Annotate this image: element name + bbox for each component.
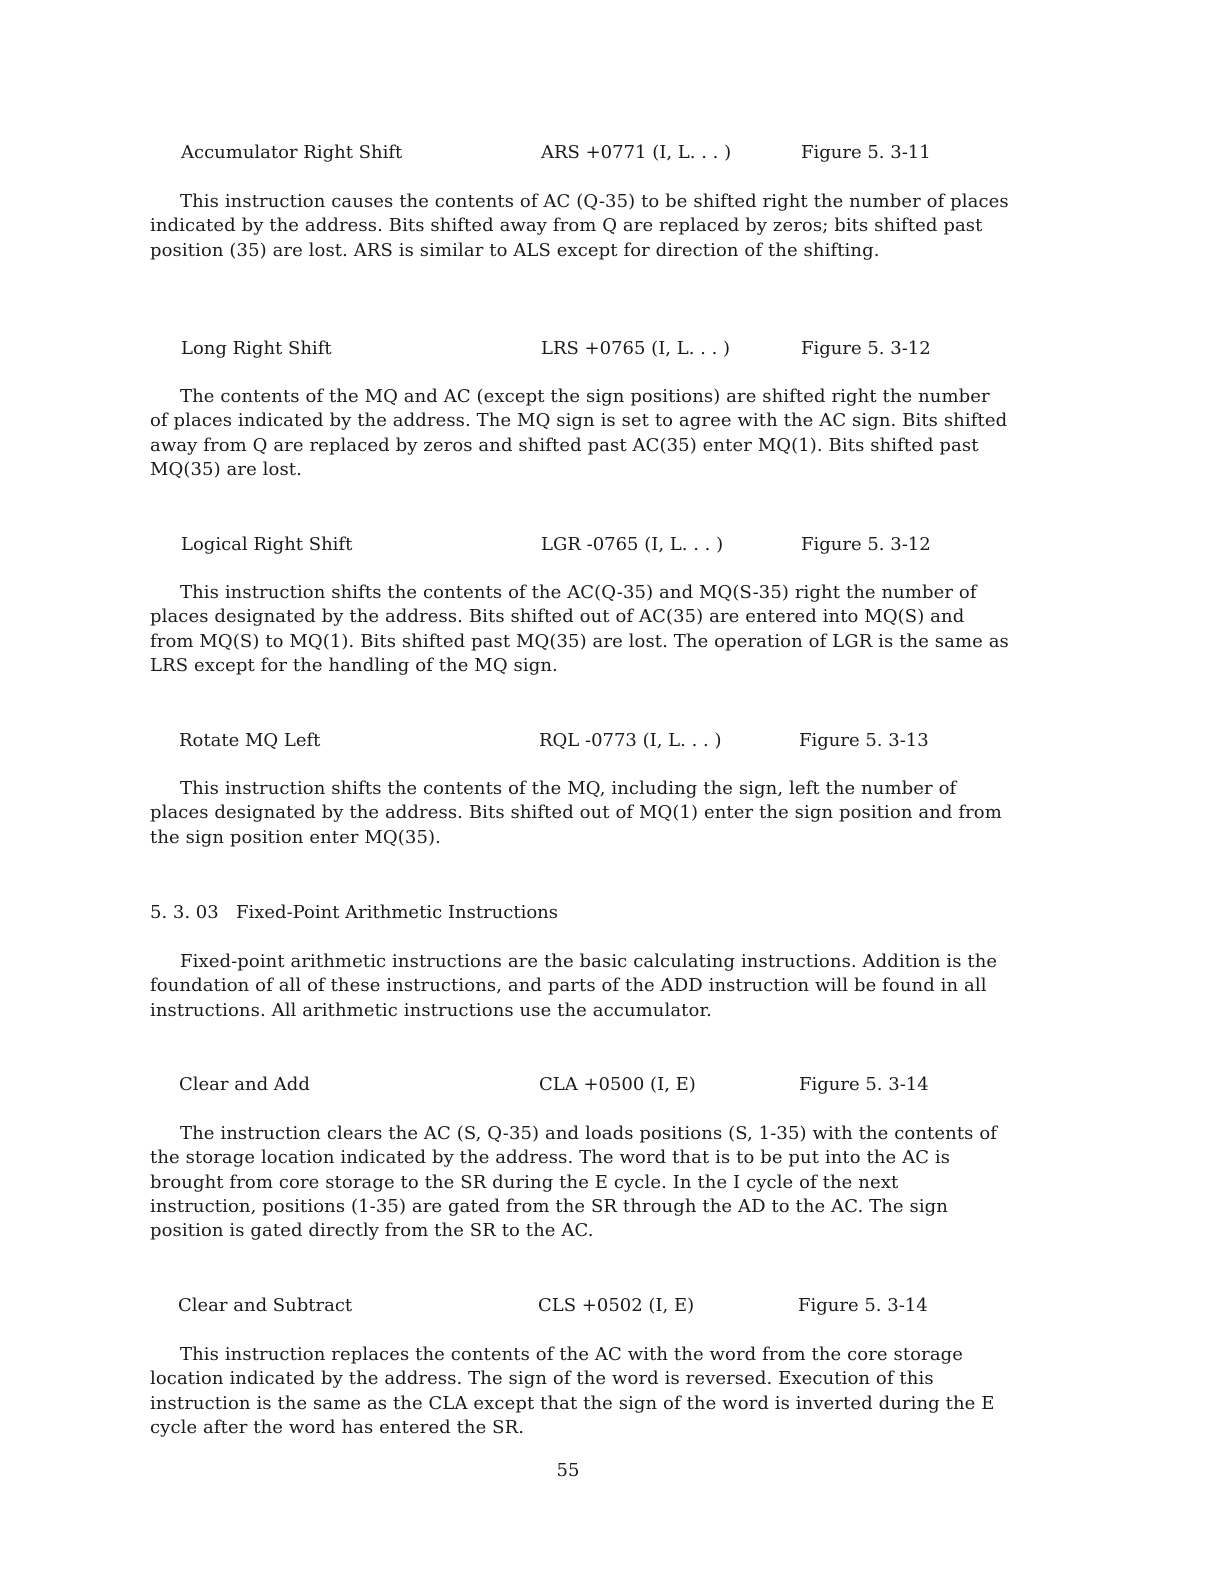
instruction-name: Clear and Add (179, 1074, 310, 1095)
instruction-code: CLS +0502 (I, E) (538, 1295, 695, 1316)
instruction-name: Long Right Shift (181, 338, 332, 359)
instruction-description: This instruction replaces the contents of the AC with the word from the core storage location indicated by the address. The sign of the word is reversed. Execution of this instruction is the same as the CLA except that the sign of the word is inverted during the E cycle after the word has entered the SR. (150, 1344, 995, 1438)
instruction-description: This instruction shifts the contents of the MQ, including the sign, left the number of places designated by the address. Bits shifted out of MQ(1) enter the sign position and from the sign position enter MQ(35). (150, 778, 1002, 848)
instruction-description: This instruction shifts the contents of the AC(Q-35) and MQ(S-35) right the number of places designated by the address. Bits shifted out of AC(35) are entered into MQ(S) and from MQ(S) to MQ(1). Bits shifted past MQ(35) are lost. The operation of LGR is the same as LRS except for the handling of the MQ sign. (150, 582, 1009, 676)
instruction-name: Accumulator Right Shift (181, 142, 403, 163)
figure-reference: Figure 5. 3-12 (801, 338, 931, 359)
instruction-heading (179, 1073, 979, 1097)
instruction-code: CLA +0500 (I, E) (539, 1074, 696, 1095)
figure-reference: Figure 5. 3-12 (801, 534, 931, 555)
figure-reference: Figure 5. 3-13 (799, 730, 929, 751)
section-number: 5. 3. 03 (150, 902, 219, 923)
page-number: 55 (556, 1460, 580, 1481)
section-heading (150, 901, 558, 925)
instruction-heading (181, 141, 981, 165)
instruction-description: The contents of the MQ and AC (except the sign positions) are shifted right the number of places indicated by the address. The MQ sign is set to agree with the AC sign. Bits shifted away from Q are replaced by zeros and shifted past AC(35) enter MQ(1). Bits shifted past MQ(35) are lost. (150, 386, 1008, 480)
instruction-name: Clear and Subtract (178, 1295, 353, 1316)
instruction-description: The instruction clears the AC (S, Q-35) and loads positions (S, 1-35) with the contents of the storage location indicated by the address. The word that is to be put into the AC is brought from core storage to the SR during the E cycle. In the I cycle of the next instruction, positions (1-35) are gated from the SR through the AD to the AC. The sign position is gated directly from the SR to the AC. (150, 1123, 998, 1242)
instruction-code: LRS +0765 (I, L. . . ) (541, 338, 731, 359)
instruction-name: Logical Right Shift (181, 534, 353, 555)
instruction-heading (181, 337, 981, 361)
instruction-code: RQL -0773 (I, L. . . ) (539, 730, 722, 751)
instruction-code: ARS +0771 (I, L. . . ) (541, 142, 732, 163)
instruction-heading (179, 729, 979, 753)
instruction-heading (181, 533, 981, 557)
figure-reference: Figure 5. 3-14 (799, 1074, 929, 1095)
instruction-code: LGR -0765 (I, L. . . ) (541, 534, 724, 555)
instruction-heading (178, 1294, 978, 1318)
section-intro: Fixed-point arithmetic instructions are the basic calculating instructions. Addition is the foundation of all of these instructions, and parts of the ADD instruction will be found in all instructions. All arithmetic instructions use the accumulator. (150, 951, 998, 1021)
figure-reference: Figure 5. 3-14 (798, 1295, 928, 1316)
figure-reference: Figure 5. 3-11 (801, 142, 931, 163)
instruction-description: This instruction causes the contents of AC (Q-35) to be shifted right the number of places indicated by the address. Bits shifted away from Q are replaced by zeros; bits shifted past position (35) are lost. ARS is similar to ALS except for direction of the shifting. (150, 191, 1009, 261)
section-title: Fixed-Point Arithmetic Instructions (236, 902, 558, 923)
instruction-name: Rotate MQ Left (179, 730, 321, 751)
